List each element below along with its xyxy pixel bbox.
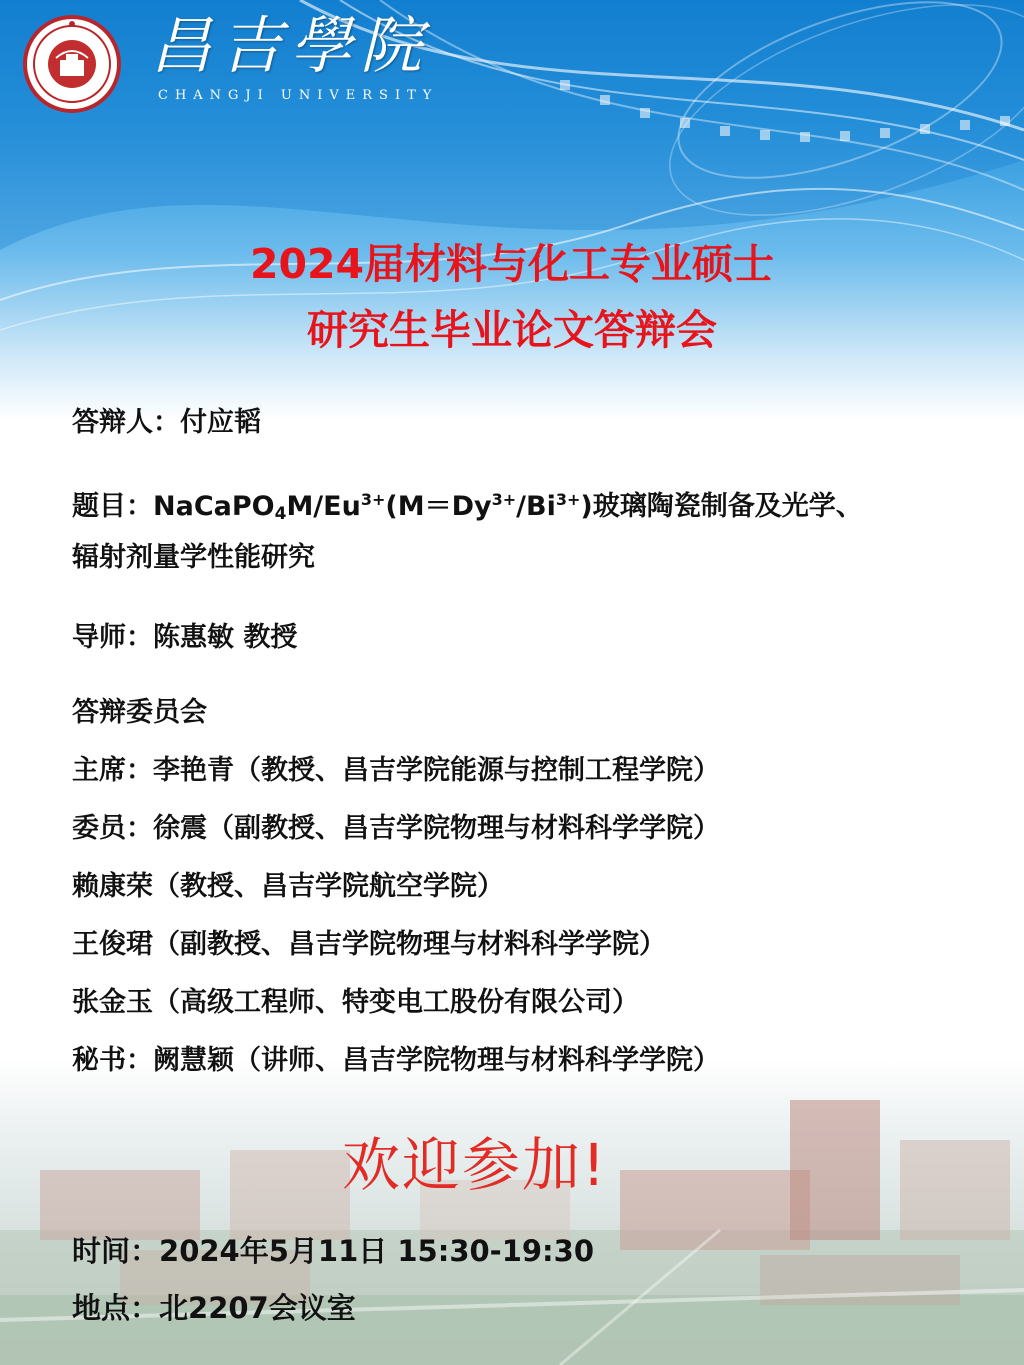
topic-subscript: 4 [274, 504, 287, 524]
topic-line-2: 辐射剂量学性能研究 [72, 542, 315, 573]
defender-label: 答辩人： [72, 407, 180, 438]
school-name-english: CHANGJI UNIVERSITY [158, 88, 439, 103]
place-line [72, 1290, 356, 1326]
topic-text-a: NaCaPO [153, 491, 275, 522]
topic-label: 题目： [72, 491, 153, 522]
time-label: 时间： [72, 1234, 160, 1268]
time-value: 2024年5月11日 15:30-19:30 [159, 1234, 595, 1268]
committee-member: 委员：徐震（副教授、昌吉学院物理与材料科学学院） [72, 813, 720, 844]
committee-member: 王俊珺（副教授、昌吉学院物理与材料科学学院） [72, 929, 666, 960]
topic-line [72, 482, 863, 532]
advisor-label: 导师： [72, 622, 153, 653]
defender-line [72, 405, 261, 441]
school-name-chinese: 昌吉學院 [150, 9, 431, 82]
topic-text-b: M/Eu [286, 491, 361, 522]
advisor-line [72, 620, 297, 656]
title-line-1: 2024届材料与化工专业硕士 [249, 240, 775, 288]
committee-heading: 答辩委员会 [72, 697, 207, 728]
topic-superscript-3: 3+ [555, 490, 581, 509]
title-line-2: 研究生毕业论文答辩会 [307, 306, 717, 354]
committee-member: 秘书：阙慧颖（讲师、昌吉学院物理与材料科学学院） [72, 1045, 720, 1076]
topic-text-d: /Bi [516, 491, 556, 522]
topic-superscript-2: 3+ [491, 490, 517, 509]
committee-member: 主席：李艳青（教授、昌吉学院能源与控制工程学院） [72, 755, 720, 786]
defender-name: 付应韬 [180, 407, 261, 438]
welcome-text: 欢迎参加! [342, 1131, 608, 1199]
topic-text-c: (M＝Dy [385, 491, 492, 522]
place-label: 地点： [72, 1291, 160, 1325]
advisor-name: 陈惠敏 教授 [153, 622, 298, 653]
topic-text-e: )玻璃陶瓷制备及光学、 [580, 491, 863, 522]
place-value: 北2207会议室 [159, 1291, 356, 1325]
time-line [72, 1233, 594, 1269]
committee-member: 张金玉（高级工程师、特变电工股份有限公司） [72, 987, 639, 1018]
topic-superscript-1: 3+ [360, 490, 386, 509]
university-seal-logo [22, 14, 122, 114]
committee-member: 赖康荣（教授、昌吉学院航空学院） [72, 871, 504, 902]
